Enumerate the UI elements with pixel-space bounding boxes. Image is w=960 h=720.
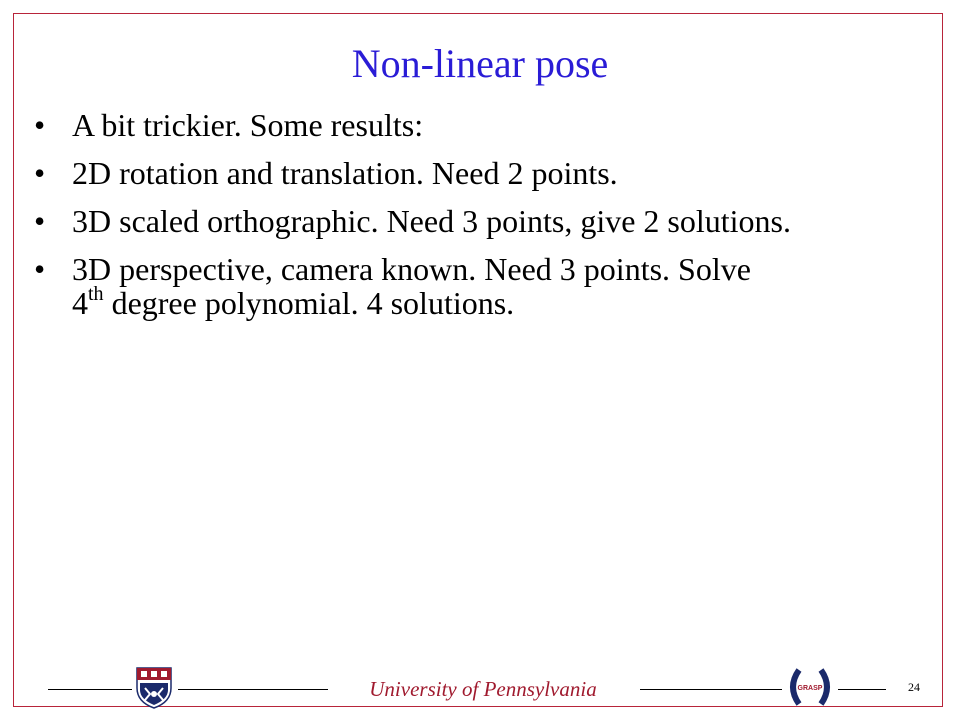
bullet-list [34,108,914,334]
footer-rule-left-2 [178,689,328,690]
bullet-item [34,156,914,190]
bullet-icon: • [34,251,46,287]
penn-shield-logo [134,666,174,710]
bullet-text-continued [72,283,914,321]
bullet-text: 3D scaled orthographic. Need 3 points, give 2 solutions. [72,203,791,239]
bullet-text: 3D perspective, camera known. Need 3 points. Solve [72,251,751,287]
bullet-item [34,204,914,238]
bullet-icon: • [34,155,46,191]
bullet-item [34,108,914,142]
footer-rule-right-1 [640,689,782,690]
bullet-text: 2D rotation and translation. Need 2 points. [72,155,618,191]
institution-name: University of Pennsylvania [369,677,597,701]
footer-rule-right-2 [838,689,886,690]
footer-rule-left-1 [48,689,132,690]
bullet-icon: • [34,203,46,239]
grasp-label: GRASP [797,685,823,692]
ordinal-number: 4 [72,285,88,321]
page-number: 24 [908,680,920,694]
ordinal-suffix: th [88,283,104,306]
bullet-item [34,252,914,320]
bullet-icon: • [34,107,46,143]
bullet-text-rest: degree polynomial. 4 solutions. [103,285,515,321]
slide-title: Non-linear pose [351,41,609,86]
grasp-logo [785,666,835,708]
bullet-text: A bit trickier. Some results: [72,107,424,143]
